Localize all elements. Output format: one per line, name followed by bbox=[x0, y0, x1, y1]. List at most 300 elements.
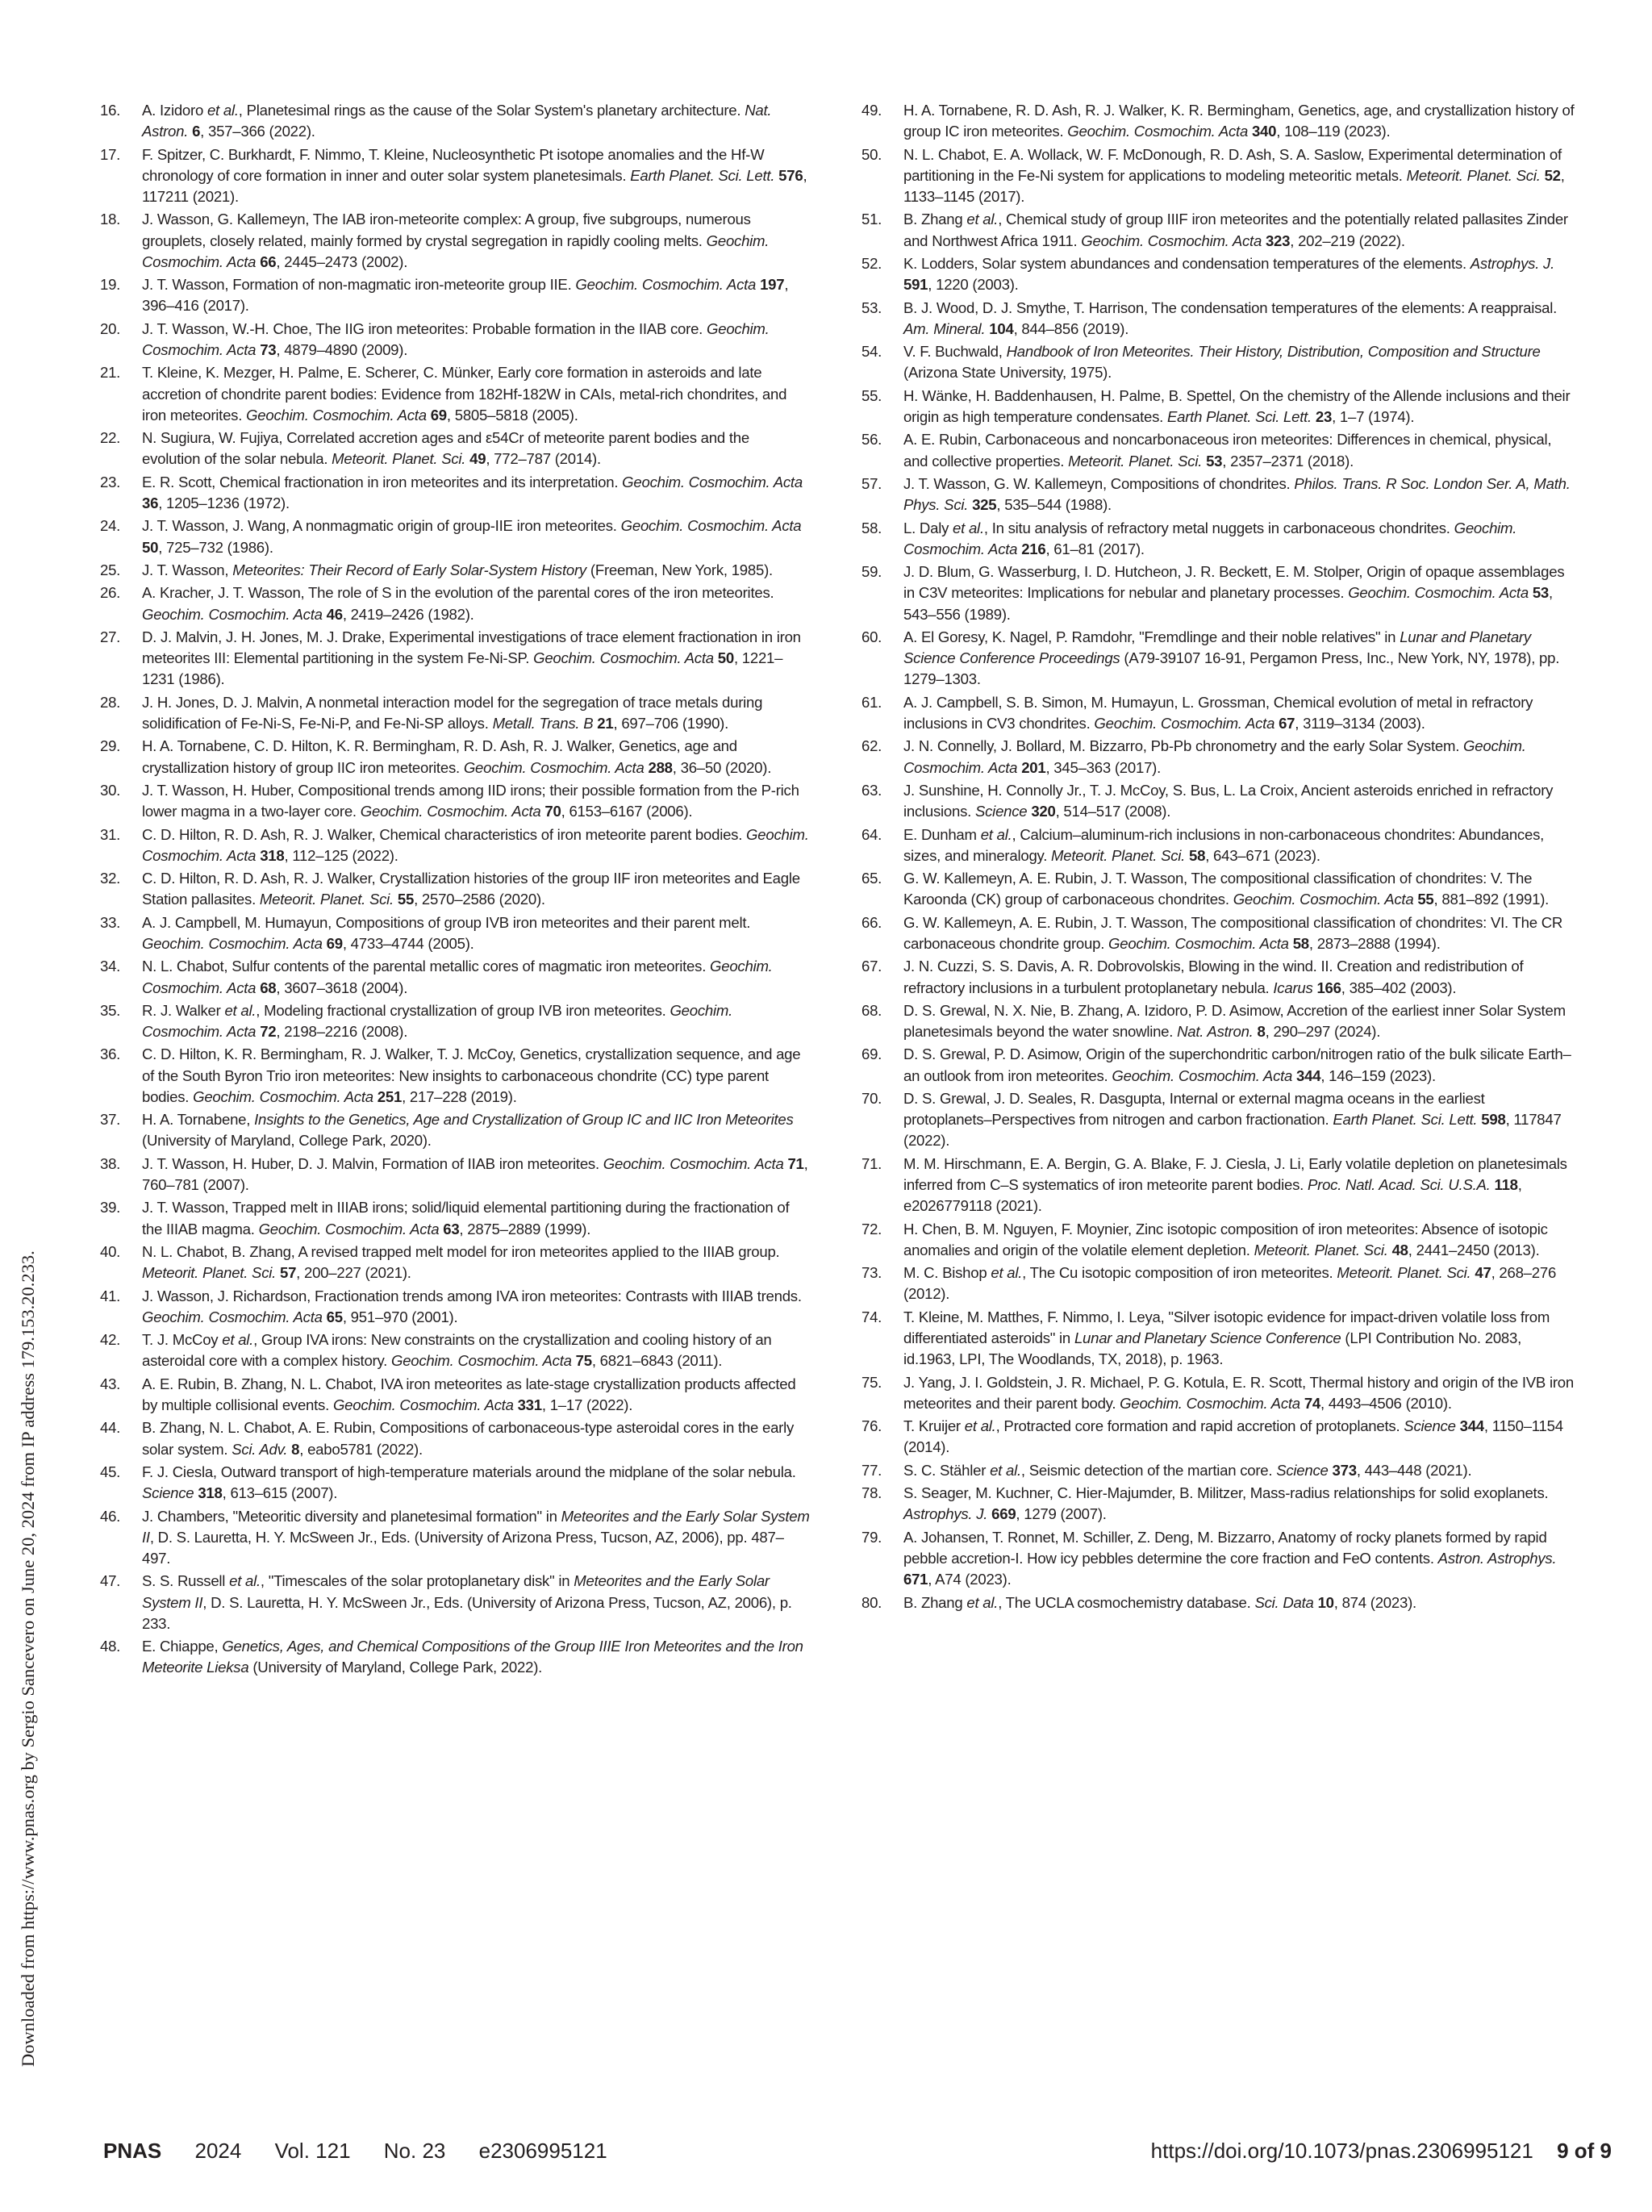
reference-item bbox=[97, 912, 810, 954]
reference-text bbox=[142, 914, 750, 952]
reference-item bbox=[858, 1483, 1576, 1525]
reference-number: 64. bbox=[861, 825, 882, 843]
italic-text: Geochim. Cosmochim. Acta bbox=[1067, 123, 1249, 140]
text-segment: J. T. Wasson, W.-H. Choe, The IIG iron meteorites: Probable formation in the IIAB core. bbox=[142, 319, 707, 337]
italic-text: Nat. Astron. bbox=[1177, 1023, 1254, 1041]
text-segment: J. T. Wasson, J. Wang, A nonmagmatic origin of group-IIE iron meteorites. bbox=[142, 517, 621, 535]
reference-text bbox=[903, 628, 1559, 687]
italic-text: Insights to the Genetics, Age and Crystallization of Group IC and IIC Iron Meteorites bbox=[254, 1111, 794, 1129]
italic-text: Earth Planet. Sci. Lett. bbox=[1166, 407, 1312, 425]
italic-text: et al. bbox=[953, 519, 984, 536]
reference-text bbox=[903, 914, 1562, 952]
reference-item bbox=[97, 956, 810, 998]
text-segment: , 1150–1154 (2014). bbox=[903, 1417, 1563, 1456]
text-segment: , 760–781 (2007). bbox=[142, 1154, 808, 1194]
reference-text bbox=[903, 102, 1575, 140]
reference-text bbox=[142, 826, 809, 864]
text-segment: J. T. Wasson, Trapped melt in IIIAB irons; solid/liquid elemental partitioning during the fractionation of the IIIAB magma. bbox=[142, 1199, 790, 1237]
italic-text: Science bbox=[974, 803, 1028, 820]
reference-item bbox=[97, 428, 810, 470]
italic-text: Geochim. Cosmochim. Acta bbox=[1348, 584, 1529, 602]
text-segment: M. C. Bishop bbox=[903, 1264, 991, 1282]
italic-text: Philos. Trans. R Soc. London Ser. A, Math. Phys. Sci. bbox=[903, 474, 1571, 514]
bold-volume: 8 bbox=[1257, 1023, 1266, 1041]
footer-doi-block bbox=[1151, 2139, 1612, 2164]
reference-text bbox=[903, 1417, 1563, 1455]
text-segment: , 1–7 (1974). bbox=[1332, 407, 1415, 425]
reference-item bbox=[858, 1372, 1576, 1414]
italic-text: Geochim. Cosmochim. Acta bbox=[142, 934, 323, 952]
text-segment: , 4879–4890 (2009). bbox=[276, 340, 408, 358]
reference-text bbox=[142, 1375, 795, 1413]
reference-text bbox=[142, 1288, 802, 1325]
text-segment: C. D. Hilton, R. D. Ash, R. J. Walker, Chemical characteristics of iron meteorite parent bodies. bbox=[142, 825, 747, 843]
reference-number: 32. bbox=[100, 870, 121, 887]
reference-text bbox=[142, 517, 801, 555]
reference-text bbox=[903, 431, 1551, 469]
text-segment: (A79-39107 16-91, Pergamon Press, Inc., New York, NY, 1978), pp. 1279–1303. bbox=[903, 649, 1560, 688]
text-segment: , 1–17 (2022). bbox=[541, 1396, 633, 1414]
italic-text: Meteorit. Planet. Sci. bbox=[1337, 1264, 1471, 1282]
text-segment: , 117211 (2021). bbox=[142, 166, 807, 205]
reference-text bbox=[903, 1529, 1556, 1588]
reference-item bbox=[97, 209, 810, 273]
reference-text bbox=[142, 737, 771, 775]
italic-text: Handbook of Iron Meteorites. Their History, Distribution, Composition and Structure bbox=[1006, 343, 1541, 361]
footer-article-id: e2306995121 bbox=[478, 2139, 607, 2163]
text-segment: , Group IVA irons: New constraints on the crystallization and cooling history of an asteroidal core with a complex history. bbox=[142, 1331, 772, 1370]
bold-volume: 216 bbox=[1021, 540, 1046, 557]
text-segment: , 613–615 (2007). bbox=[222, 1484, 338, 1502]
bold-volume: 576 bbox=[778, 166, 803, 184]
text-segment: J. Yang, J. I. Goldstein, J. R. Michael, P. G. Kotula, E. R. Scott, Thermal history and origin of the IVB iron meteorites and their parent body. bbox=[903, 1373, 1574, 1412]
reference-item bbox=[858, 1460, 1576, 1481]
reference-number: 60. bbox=[861, 628, 882, 645]
bold-volume: 318 bbox=[260, 846, 285, 864]
text-segment: , 1221–1231 (1986). bbox=[142, 649, 783, 688]
text-segment: , 535–544 (1988). bbox=[996, 496, 1112, 514]
text-segment: C. D. Hilton, R. D. Ash, R. J. Walker, Crystallization histories of the group IIF iron meteorites and Eagle Station pallasites. bbox=[142, 870, 800, 908]
italic-text: et al. bbox=[966, 1593, 999, 1611]
text-segment: V. F. Buchwald, bbox=[903, 343, 1007, 361]
reference-number: 49. bbox=[861, 102, 882, 119]
reference-text bbox=[903, 1221, 1548, 1258]
italic-text: Geochim. Cosmochim. Acta bbox=[603, 1154, 784, 1172]
text-segment: A. J. Campbell, S. B. Simon, M. Humayun, L. Grossman, Chemical evolution of metal in refractory inclusions in CV3 chondrites. bbox=[903, 693, 1533, 732]
reference-text bbox=[903, 737, 1526, 775]
italic-text: Am. Mineral. bbox=[903, 319, 986, 337]
text-segment: , 3607–3618 (2004). bbox=[276, 979, 408, 996]
italic-text: Astron. Astrophys. bbox=[1437, 1550, 1557, 1567]
text-segment: T. Kruijer bbox=[903, 1417, 965, 1435]
italic-text: Meteorites: Their Record of Early Solar-System History bbox=[232, 561, 586, 578]
bold-volume: 55 bbox=[397, 891, 415, 908]
text-segment: , 4733–4744 (2005). bbox=[342, 934, 474, 952]
reference-item bbox=[97, 868, 810, 910]
text-segment: , Modeling fractional crystallization of group IVB iron meteorites. bbox=[256, 1001, 670, 1019]
italic-text: Geochim. Cosmochim. Acta bbox=[332, 1396, 514, 1414]
text-segment: , 396–416 (2017). bbox=[142, 276, 789, 315]
italic-text: Geochim. Cosmochim. Acta bbox=[463, 758, 645, 776]
reference-item bbox=[858, 1154, 1576, 1217]
reference-item bbox=[858, 209, 1576, 251]
reference-text bbox=[142, 1199, 789, 1237]
page-number: 9 of 9 bbox=[1557, 2139, 1612, 2163]
text-segment: , Protracted core formation and rapid accretion of protoplanets. bbox=[995, 1417, 1404, 1435]
reference-item bbox=[858, 780, 1576, 822]
text-segment: , 725–732 (1986). bbox=[158, 538, 273, 556]
reference-item bbox=[858, 1527, 1576, 1591]
text-segment: , 6153–6167 (2006). bbox=[561, 803, 693, 820]
reference-text bbox=[142, 1111, 794, 1149]
reference-number: 18. bbox=[100, 211, 121, 228]
text-segment: , 697–706 (1990). bbox=[613, 714, 729, 732]
reference-text bbox=[903, 211, 1568, 248]
bold-volume: 340 bbox=[1251, 123, 1277, 140]
italic-text: Meteorit. Planet. Sci. bbox=[1051, 846, 1186, 864]
italic-text: Genetics, Ages, and Chemical Compositions of the Group IIIE Iron Meteorites and the Iron Meteorite Lieksa bbox=[142, 1638, 803, 1676]
text-segment: , 844–856 (2019). bbox=[1013, 319, 1129, 337]
reference-number: 27. bbox=[100, 628, 121, 645]
reference-number: 76. bbox=[861, 1417, 882, 1435]
reference-number: 54. bbox=[861, 343, 882, 361]
reference-item bbox=[858, 956, 1576, 998]
text-segment: T. Kleine, K. Mezger, H. Palme, E. Scherer, C. Münker, Early core formation in asteroids and late accretion of chondrite parent bodies: Evidence from 182Hf-182W in CAIs, metal-rich chondrites, and iron meteorites. bbox=[142, 364, 787, 424]
reference-number: 68. bbox=[861, 1001, 882, 1019]
italic-text: Nat. Astron. bbox=[142, 102, 772, 140]
reference-text bbox=[903, 1155, 1567, 1214]
text-segment: G. W. Kallemeyn, A. E. Rubin, J. T. Wasson, The compositional classification of chondrites: VI. The CR carbonaceous chondrite group. bbox=[903, 913, 1563, 952]
reference-text bbox=[903, 1045, 1571, 1083]
bold-volume: 75 bbox=[575, 1352, 592, 1370]
text-segment: , Seismic detection of the martian core. bbox=[1020, 1461, 1277, 1479]
bold-volume: 50 bbox=[717, 649, 734, 667]
text-segment: (University of Maryland, College Park, 2022). bbox=[248, 1659, 543, 1676]
reference-number: 56. bbox=[861, 431, 882, 449]
bold-volume: 46 bbox=[326, 605, 343, 623]
reference-text bbox=[142, 320, 770, 358]
reference-number: 59. bbox=[861, 563, 882, 581]
reference-number: 41. bbox=[100, 1287, 121, 1304]
text-segment: F. Spitzer, C. Burkhardt, F. Nimmo, T. Kleine, Nucleosynthetic Pt isotope anomalies and the Hf-W chronology of core formation in inner and outer solar system planetesimals. bbox=[142, 145, 765, 184]
reference-text bbox=[903, 563, 1564, 622]
italic-text: Earth Planet. Sci. Lett. bbox=[1333, 1111, 1478, 1129]
text-segment: N. L. Chabot, E. A. Wollack, W. F. McDonough, R. D. Ash, S. A. Saslow, Experimental determination of partitioning in the Fe-Ni system for applications to modeling meteoritic metals. bbox=[903, 145, 1562, 184]
text-segment: J. H. Jones, D. J. Malvin, A nonmetal interaction model for the segregation of trace metals during solidification of Fe-Ni-S, Fe-Ni-P, and Fe-Ni-SP alloys. bbox=[142, 693, 763, 732]
reference-item bbox=[858, 429, 1576, 471]
bold-volume: 288 bbox=[648, 758, 673, 776]
reference-text bbox=[142, 211, 769, 269]
italic-text: Geochim. Cosmochim. Acta bbox=[142, 319, 770, 358]
bold-volume: 53 bbox=[1532, 584, 1550, 602]
text-segment: D. S. Grewal, N. X. Nie, B. Zhang, A. Izidoro, P. D. Asimow, Accretion of the earliest inner Solar System planetesimals beyond the water snowline. bbox=[903, 1001, 1566, 1041]
reference-item bbox=[858, 824, 1576, 866]
reference-number: 44. bbox=[100, 1419, 121, 1437]
reference-text bbox=[142, 1419, 794, 1457]
text-segment: , 357–366 (2022). bbox=[200, 123, 315, 140]
bold-volume: 66 bbox=[260, 253, 277, 270]
reference-text bbox=[903, 1090, 1562, 1149]
reference-text bbox=[903, 1002, 1566, 1040]
text-segment: , 2445–2473 (2002). bbox=[276, 253, 408, 270]
text-segment: , 117847 (2022). bbox=[903, 1111, 1562, 1150]
text-segment: , The UCLA cosmochemistry database. bbox=[998, 1593, 1255, 1611]
text-segment: , 268–276 (2012). bbox=[903, 1264, 1557, 1303]
reference-text bbox=[142, 276, 788, 314]
reference-text bbox=[903, 299, 1557, 337]
reference-number: 67. bbox=[861, 958, 882, 975]
italic-text: Meteorit. Planet. Sci. bbox=[259, 891, 394, 908]
reference-text bbox=[903, 1264, 1556, 1302]
italic-text: Science bbox=[142, 1484, 194, 1502]
reference-number: 33. bbox=[100, 913, 121, 931]
bold-volume: 344 bbox=[1459, 1417, 1484, 1435]
references-column-left bbox=[97, 100, 810, 1680]
text-segment: A. E. Rubin, B. Zhang, N. L. Chabot, IVA iron meteorites as late-stage crystallization products affected by multiple collisional events. bbox=[142, 1375, 796, 1414]
italic-text: Earth Planet. Sci. Lett. bbox=[630, 166, 775, 184]
reference-item bbox=[97, 582, 810, 624]
text-segment: M. M. Hirschmann, E. A. Bergin, G. A. Blake, F. J. Ciesla, J. Li, Early volatile depletion on planetesimals inferred from C–S systematics of iron meteorite parent bodies. bbox=[903, 1154, 1567, 1194]
reference-text bbox=[142, 694, 762, 732]
text-segment: H. A. Tornabene, R. D. Ash, R. J. Walker, K. R. Bermingham, Genetics, age, and crystallization history of group IC iron meteorites. bbox=[903, 102, 1575, 140]
reference-number: 63. bbox=[861, 781, 882, 799]
reference-text bbox=[142, 561, 773, 578]
italic-text: Science bbox=[1276, 1461, 1329, 1479]
text-segment: (Arizona State University, 1975). bbox=[903, 364, 1112, 382]
bold-volume: 70 bbox=[544, 803, 561, 820]
reference-number: 19. bbox=[100, 276, 121, 294]
bold-volume: 318 bbox=[198, 1484, 223, 1502]
reference-number: 38. bbox=[100, 1154, 121, 1172]
bold-volume: 53 bbox=[1206, 452, 1223, 470]
footer-year: 2024 bbox=[194, 2139, 242, 2163]
italic-text: Proc. Natl. Acad. Sci. U.S.A. bbox=[1307, 1176, 1491, 1194]
text-segment: N. L. Chabot, B. Zhang, A revised trapped melt model for iron meteorites applied to the IIIAB group. bbox=[142, 1243, 780, 1261]
text-segment: , 61–81 (2017). bbox=[1045, 540, 1145, 557]
reference-item bbox=[97, 1506, 810, 1570]
reference-text bbox=[142, 782, 799, 820]
reference-text bbox=[142, 584, 774, 622]
reference-item bbox=[97, 144, 810, 208]
bold-volume: 52 bbox=[1544, 166, 1561, 184]
reference-item bbox=[858, 561, 1576, 625]
bold-volume: 118 bbox=[1494, 1176, 1518, 1194]
reference-text bbox=[903, 387, 1570, 425]
italic-text: Meteorites and the Early Solar System II bbox=[142, 1572, 770, 1611]
reference-text bbox=[142, 1045, 800, 1104]
bold-volume: 36 bbox=[142, 494, 159, 511]
text-segment: N. L. Chabot, Sulfur contents of the parental metallic cores of magmatic iron meteorites. bbox=[142, 958, 711, 975]
text-segment: , 2441–2450 (2013). bbox=[1408, 1241, 1540, 1258]
reference-item bbox=[858, 386, 1576, 428]
text-segment: , 217–228 (2019). bbox=[402, 1087, 517, 1105]
text-segment: , 2198–2216 (2008). bbox=[276, 1023, 408, 1041]
text-segment: , In situ analysis of refractory metal nuggets in carbonaceous chondrites. bbox=[983, 519, 1454, 536]
reference-number: 71. bbox=[861, 1154, 882, 1172]
reference-number: 73. bbox=[861, 1264, 882, 1282]
text-segment: A. E. Rubin, Carbonaceous and noncarbonaceous iron meteorites: Differences in chemical, physical, and collective properties. bbox=[903, 431, 1552, 470]
text-segment: E. Dunham bbox=[903, 825, 981, 843]
italic-text: Geochim. Cosmochim. Acta bbox=[575, 276, 757, 294]
text-segment: S. S. Russell bbox=[142, 1572, 230, 1590]
reference-item bbox=[97, 824, 810, 866]
reference-number: 39. bbox=[100, 1199, 121, 1217]
italic-text: Geochim. Cosmochim. Acta bbox=[360, 803, 541, 820]
reference-text bbox=[142, 628, 801, 687]
reference-number: 53. bbox=[861, 298, 882, 316]
bold-volume: 669 bbox=[991, 1505, 1016, 1523]
text-segment: J. T. Wasson, bbox=[142, 561, 233, 578]
text-segment: , 543–556 (1989). bbox=[903, 584, 1553, 623]
reference-text bbox=[903, 958, 1523, 995]
italic-text: Lunar and Planetary Science Conference Proceedings bbox=[903, 628, 1531, 667]
bold-volume: 57 bbox=[279, 1264, 297, 1282]
italic-text: Metall. Trans. B bbox=[492, 714, 594, 732]
bold-volume: 671 bbox=[903, 1571, 928, 1588]
footer-citation bbox=[103, 2139, 635, 2164]
reference-item bbox=[97, 274, 810, 316]
text-segment: J. Wasson, J. Richardson, Fractionation trends among IVA iron meteorites: Contrasts with IIIAB trends. bbox=[142, 1287, 802, 1304]
text-segment: H. A. Tornabene, bbox=[142, 1111, 255, 1129]
reference-item bbox=[97, 692, 810, 734]
reference-number: 62. bbox=[861, 737, 882, 755]
text-segment: A. Kracher, J. T. Wasson, The role of S in the evolution of the parental cores of the iron meteorites. bbox=[142, 584, 774, 602]
bold-volume: 69 bbox=[326, 934, 343, 952]
italic-text: Geochim. Cosmochim. Acta bbox=[903, 737, 1526, 776]
reference-number: 36. bbox=[100, 1045, 121, 1063]
reference-number: 22. bbox=[100, 429, 121, 447]
reference-number: 42. bbox=[100, 1331, 121, 1349]
reference-item bbox=[97, 736, 810, 778]
italic-text: Geochim. Cosmochim. Acta bbox=[1233, 891, 1414, 908]
reference-item bbox=[858, 627, 1576, 691]
reference-number: 55. bbox=[861, 386, 882, 404]
italic-text: Meteorit. Planet. Sci. bbox=[142, 1264, 277, 1282]
text-segment: H. A. Tornabene, C. D. Hilton, K. R. Bermingham, R. D. Ash, R. J. Walker, Genetics, age and crystallization history of group IIC iron meteorites. bbox=[142, 737, 737, 776]
reference-text bbox=[903, 520, 1516, 557]
text-segment: , 108–119 (2023). bbox=[1276, 123, 1391, 140]
reference-number: 24. bbox=[100, 517, 121, 535]
text-segment: L. Daly bbox=[903, 519, 953, 536]
reference-item bbox=[858, 1263, 1576, 1304]
italic-text: Lunar and Planetary Science Conference bbox=[1074, 1329, 1341, 1347]
italic-text: Geochim. Cosmochim. Acta bbox=[142, 958, 773, 996]
bold-volume: 197 bbox=[760, 276, 785, 294]
reference-item bbox=[858, 298, 1576, 340]
reference-item bbox=[97, 319, 810, 361]
reference-text bbox=[142, 958, 773, 995]
reference-number: 77. bbox=[861, 1461, 882, 1479]
italic-text: Icarus bbox=[1273, 979, 1313, 996]
text-segment: , 772–787 (2014). bbox=[486, 450, 601, 468]
italic-text: Meteorit. Planet. Sci. bbox=[332, 450, 466, 468]
italic-text: et al. bbox=[224, 1001, 257, 1019]
bold-volume: 58 bbox=[1292, 934, 1309, 952]
reference-text bbox=[142, 1155, 808, 1193]
text-segment: , "Timescales of the solar protoplanetary disk" in bbox=[260, 1572, 574, 1590]
text-segment: , 4493–4506 (2010). bbox=[1320, 1394, 1452, 1412]
text-segment: , 2570–2586 (2020). bbox=[414, 891, 545, 908]
reference-item bbox=[97, 472, 810, 514]
reference-item bbox=[97, 1154, 810, 1196]
text-segment: , 345–363 (2017). bbox=[1045, 758, 1162, 776]
reference-item bbox=[858, 1219, 1576, 1261]
text-segment: , 1205–1236 (1972). bbox=[158, 494, 290, 511]
reference-item bbox=[97, 560, 810, 581]
doi-link[interactable]: https://doi.org/10.1073/pnas.2306995121 bbox=[1150, 2139, 1533, 2163]
reference-number: 61. bbox=[861, 693, 882, 711]
italic-text: Geochim. Cosmochim. Acta bbox=[390, 1352, 572, 1370]
reference-item bbox=[97, 362, 810, 426]
italic-text: Meteorit. Planet. Sci. bbox=[1254, 1241, 1388, 1258]
reference-item bbox=[97, 780, 810, 822]
reference-text bbox=[903, 1308, 1550, 1367]
reference-text bbox=[903, 1374, 1574, 1412]
italic-text: Geochim. Cosmochim. Acta bbox=[620, 517, 802, 535]
text-segment: J. Sunshine, H. Connolly Jr., T. J. McCoy, S. Bus, L. La Croix, Ancient asteroids enriched in refractory inclusions. bbox=[903, 781, 1554, 820]
reference-text bbox=[142, 429, 749, 467]
bold-volume: 65 bbox=[326, 1308, 343, 1325]
bold-volume: 21 bbox=[597, 714, 614, 732]
reference-text bbox=[903, 343, 1541, 381]
reference-item bbox=[97, 1242, 810, 1283]
reference-item bbox=[97, 1329, 810, 1371]
reference-item bbox=[858, 1307, 1576, 1371]
text-segment: (Freeman, New York, 1985). bbox=[586, 561, 773, 578]
text-segment: , D. S. Lauretta, H. Y. McSween Jr., Eds. (University of Arizona Press, Tucson, AZ, 2006), pp. 487–497. bbox=[142, 1528, 784, 1567]
text-segment: , 2873–2888 (1994). bbox=[1308, 934, 1441, 952]
reference-item bbox=[858, 1000, 1576, 1042]
italic-text: Geochim. Cosmochim. Acta bbox=[142, 232, 770, 270]
text-segment: , 874 (2023). bbox=[1333, 1593, 1416, 1611]
reference-item bbox=[97, 100, 810, 142]
text-segment: J. T. Wasson, G. W. Kallemeyn, Compositions of chondrites. bbox=[903, 474, 1295, 492]
text-segment: , 1279 (2007). bbox=[1016, 1505, 1107, 1523]
reference-text bbox=[142, 1002, 732, 1040]
text-segment: H. Wänke, H. Baddenhausen, H. Palme, B. Spettel, On the chemistry of the Allende inclusions and their origin as high temperature condensates. bbox=[903, 386, 1571, 425]
reference-text bbox=[142, 1331, 772, 1369]
text-segment: S. Seager, M. Kuchner, C. Hier-Majumder, B. Militzer, Mass-radius relationships for solid exoplanets. bbox=[903, 1484, 1549, 1502]
italic-text: et al. bbox=[222, 1331, 254, 1349]
reference-item bbox=[858, 474, 1576, 515]
italic-text: Astrophys. J. bbox=[903, 1505, 988, 1523]
reference-item bbox=[858, 518, 1576, 560]
reference-number: 72. bbox=[861, 1220, 882, 1237]
reference-number: 35. bbox=[100, 1001, 121, 1019]
italic-text: Geochim. Cosmochim. Acta bbox=[1108, 934, 1289, 952]
reference-text bbox=[903, 1484, 1548, 1522]
bold-volume: 73 bbox=[260, 340, 277, 358]
italic-text: et al. bbox=[206, 102, 239, 119]
text-segment: J. T. Wasson, H. Huber, D. J. Malvin, Formation of IIAB iron meteorites. bbox=[142, 1154, 603, 1172]
reference-text bbox=[903, 1594, 1416, 1611]
reference-item bbox=[858, 868, 1576, 910]
reference-text bbox=[142, 1572, 792, 1631]
text-segment: , 951–970 (2001). bbox=[342, 1308, 458, 1325]
text-segment: B. Zhang bbox=[903, 211, 967, 228]
text-segment: A. El Goresy, K. Nagel, P. Ramdohr, "Fremdlinge and their noble relatives" in bbox=[903, 628, 1400, 645]
italic-text: Sci. Data bbox=[1254, 1593, 1314, 1611]
reference-number: 48. bbox=[100, 1638, 121, 1655]
text-segment: , 2357–2371 (2018). bbox=[1222, 452, 1354, 470]
text-segment: J. Chambers, "Meteoritic diversity and planetesimal formation" in bbox=[142, 1507, 561, 1525]
italic-text: Meteorit. Planet. Sci. bbox=[1068, 452, 1203, 470]
reference-number: 23. bbox=[100, 473, 121, 490]
footer-number: No. 23 bbox=[383, 2139, 446, 2163]
italic-text: et al. bbox=[964, 1417, 996, 1435]
reference-item bbox=[97, 1286, 810, 1328]
reference-text bbox=[903, 870, 1549, 908]
